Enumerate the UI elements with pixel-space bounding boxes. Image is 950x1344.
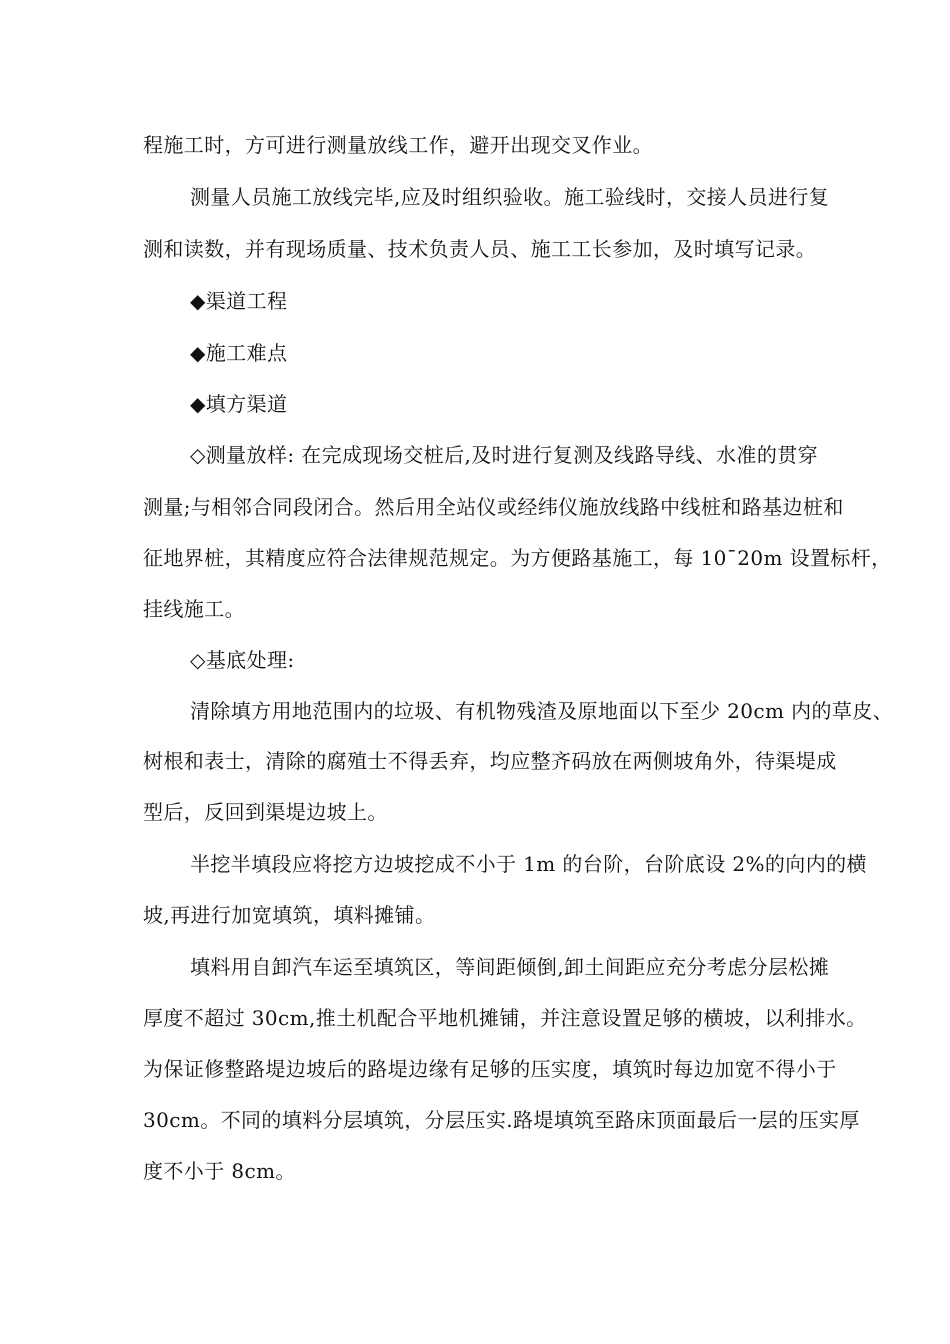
section-heading-fill-canal: ◆填方渠道 bbox=[190, 392, 288, 416]
section-heading-canal-engineering: ◆渠道工程 bbox=[190, 289, 288, 313]
text-line: 测量人员施工放线完毕,应及时组织验收。施工验线时，交接人员进行复 bbox=[190, 185, 830, 209]
text-line: 程施工时，方可进行测量放线工作，避开出现交叉作业。 bbox=[143, 133, 653, 157]
text-line: 填料用自卸汽车运至填筑区，等间距倾倒,卸土间距应充分考虑分层松摊 bbox=[190, 955, 830, 979]
text-line: 半挖半填段应将挖方边坡挖成不小于 1m 的台阶，台阶底设 2%的向内的横 bbox=[190, 852, 867, 876]
subsection-heading-base-treatment: ◇基底处理: bbox=[190, 648, 295, 672]
text-line: 测和读数，并有现场质量、技术负责人员、施工工长参加，及时填写记录。 bbox=[143, 237, 817, 261]
text-line: 型后，反回到渠堤边坡上。 bbox=[143, 800, 388, 824]
text-line: 挂线施工。 bbox=[143, 597, 245, 621]
section-heading-construction-difficulties: ◆施工难点 bbox=[190, 341, 288, 365]
text-line: 坡,再进行加宽填筑，填料摊铺。 bbox=[143, 903, 436, 927]
text-line: 厚度不超过 30cm,推土机配合平地机摊铺，并注意设置足够的横坡，以利排水。 bbox=[143, 1006, 867, 1030]
text-line: ◇测量放样: 在完成现场交桩后,及时进行复测及线路导线、水准的贯穿 bbox=[190, 443, 819, 467]
text-line: 30cm。不同的填料分层填筑，分层压实.路堤填筑至路床顶面最后一层的压实厚 bbox=[143, 1108, 860, 1132]
text-line: 树根和表士，清除的腐殖士不得丢弃，均应整齐码放在两侧坡角外，待渠堤成 bbox=[143, 749, 837, 773]
text-line: 测量;与相邻合同段闭合。然后用全站仪或经纬仪施放线路中线桩和路基边桩和 bbox=[143, 495, 844, 519]
text-line: 度不小于 8cm。 bbox=[143, 1159, 296, 1183]
text-line: 清除填方用地范围内的垃圾、有机物残渣及原地面以下至少 20cm 内的草皮、 bbox=[190, 699, 894, 723]
text-line: 为保证修整路堤边坡后的路堤边缘有足够的压实度，填筑时每边加宽不得小于 bbox=[143, 1057, 837, 1081]
text-line: 征地界桩，其精度应符合法律规范规定。为方便路基施工，每 10¯20m 设置标杆， bbox=[143, 546, 892, 570]
